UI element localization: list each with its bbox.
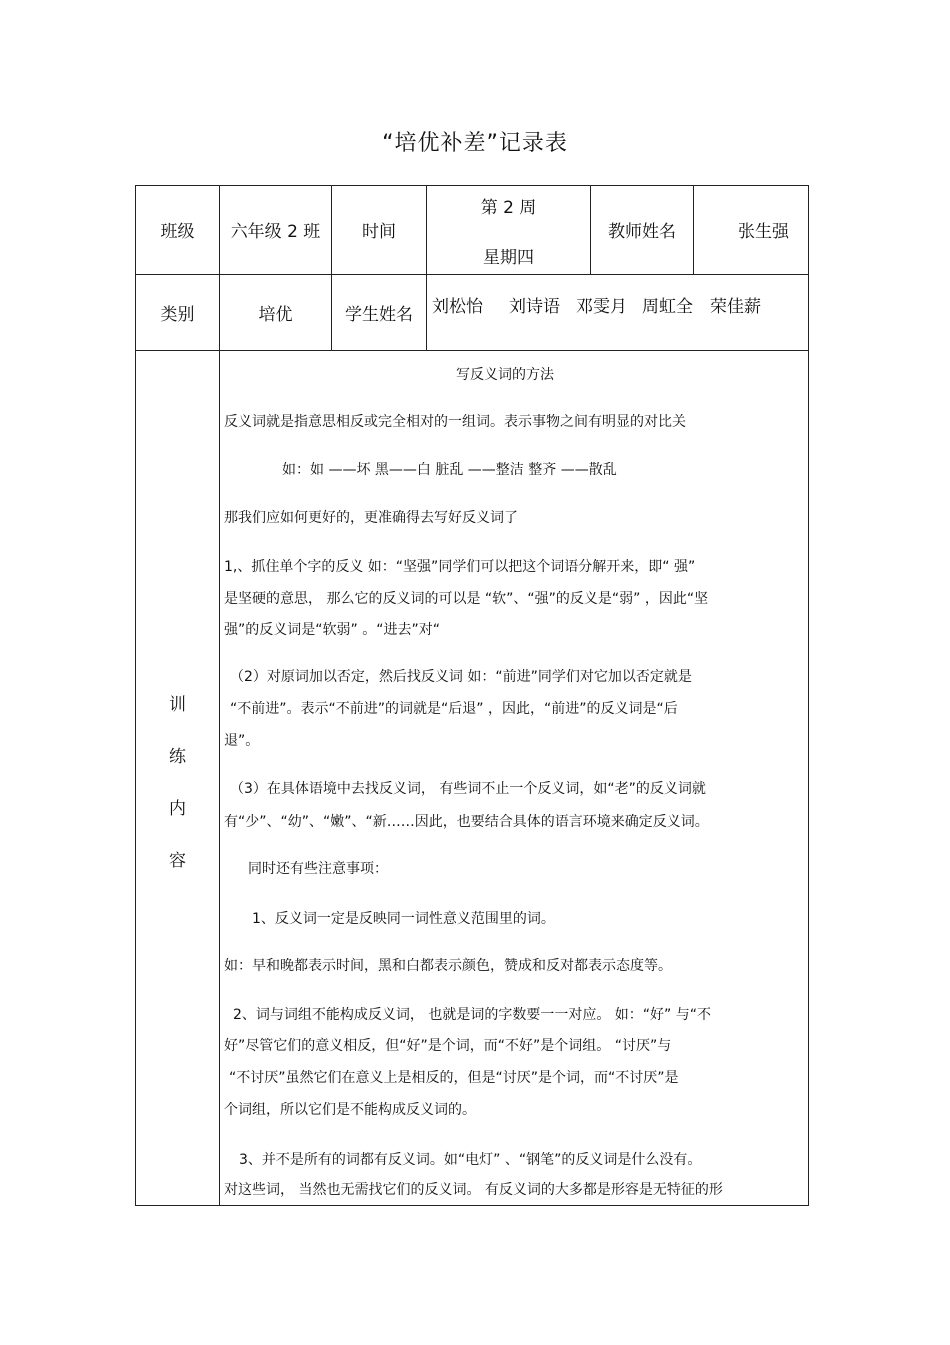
table-col-2 xyxy=(331,185,332,351)
students-label: 学生姓名 xyxy=(345,305,413,325)
content-line: 对这些词， 当然也无需找它们的反义词。 有反义词的大多都是形容是无特征的形 xyxy=(224,1182,723,1198)
content-line: “不讨厌”虽然它们在意义上是相反的，但是“讨厌”是个词，而“不讨厌”是 xyxy=(229,1070,679,1086)
content-line: 是坚硬的意思， 那么它的反义词的可以是 “软”、“强”的反义是“弱” ，因此“坚 xyxy=(224,591,709,607)
content-heading: 写反义词的方法 xyxy=(456,367,554,383)
content-line: “不前进”。表示“不前进”的词就是“后退” ，因此，“前进”的反义词是“后 xyxy=(230,701,678,717)
content-line: 1、反义词一定是反映同一词性意义范围里的词。 xyxy=(252,911,555,927)
training-label-char: 训 xyxy=(169,695,186,715)
class-label: 班级 xyxy=(160,222,195,242)
table-border-top xyxy=(135,185,809,186)
student-name: 刘诗语 xyxy=(509,297,560,317)
content-line: 有“少”、“幼”、“嫩”、“新……因此，也要结合具体的语言环境来确定反义词。 xyxy=(224,814,709,830)
training-label-char: 容 xyxy=(169,851,186,871)
content-line: 如：早和晚都表示时间，黑和白都表示颜色，赞成和反对都表示态度等。 xyxy=(224,958,672,974)
teacher-label: 教师姓名 xyxy=(608,222,676,242)
content-line: 3、并不是所有的词都有反义词。如“电灯” 、“钢笔”的反义词是什么没有。 xyxy=(239,1152,702,1168)
content-line: 同时还有些注意事项： xyxy=(248,861,388,877)
table-rule-1 xyxy=(135,274,809,275)
class-value: 六年级 2 班 xyxy=(230,222,321,242)
content-line: 2、词与词组不能构成反义词， 也就是词的字数要一一对应。 如：“好” 与“不 xyxy=(233,1007,712,1023)
teacher-value: 张生强 xyxy=(738,222,789,242)
time-label: 时间 xyxy=(362,222,396,242)
content-line: 那我们应如何更好的，更准确得去写好反义词了 xyxy=(224,510,518,526)
category-label: 类别 xyxy=(160,305,195,325)
table-col-1 xyxy=(219,185,220,1206)
student-name: 邓雯月 xyxy=(576,297,627,317)
content-line: 如：如 ——坏 黑——白 脏乱 ——整洁 整齐 ——散乱 xyxy=(282,462,617,478)
student-name: 周虹全 xyxy=(642,297,693,317)
content-line: （2）对原词加以否定，然后找反义词 如：“前进”同学们对它加以否定就是 xyxy=(230,669,692,685)
table-rule-2 xyxy=(135,350,809,351)
category-value: 培优 xyxy=(258,305,293,325)
table-border-right xyxy=(808,185,809,1206)
page-title: “培优补差”记录表 xyxy=(382,131,568,156)
content-line: 强”的反义词是“软弱” 。“进去”对“ xyxy=(224,622,440,638)
student-name: 荣佳薪 xyxy=(710,297,761,317)
training-label-char: 练 xyxy=(169,747,186,767)
content-line: 1,、抓住单个字的反义 如：“坚强”同学们可以把这个词语分解开来，即“ 强” xyxy=(224,559,696,575)
training-label-char: 内 xyxy=(169,799,186,819)
week-value: 第 2 周 xyxy=(480,198,537,218)
student-name: 刘松怡 xyxy=(432,297,483,317)
content-line: 退”。 xyxy=(224,733,260,749)
day-value: 星期四 xyxy=(483,248,534,268)
table-border-bottom xyxy=(135,1205,809,1206)
table-col-5 xyxy=(693,185,694,275)
content-line: 个词组，所以它们是不能构成反义词的。 xyxy=(224,1102,476,1118)
content-line: （3）在具体语境中去找反义词， 有些词不止一个反义词，如“老”的反义词就 xyxy=(230,781,706,797)
content-line: 好”尽管它们的意义相反，但“好”是个词，而“不好”是个词组。 “讨厌”与 xyxy=(224,1038,672,1054)
content-line: 反义词就是指意思相反或完全相对的一组词。表示事物之间有明显的对比关 xyxy=(224,414,686,430)
